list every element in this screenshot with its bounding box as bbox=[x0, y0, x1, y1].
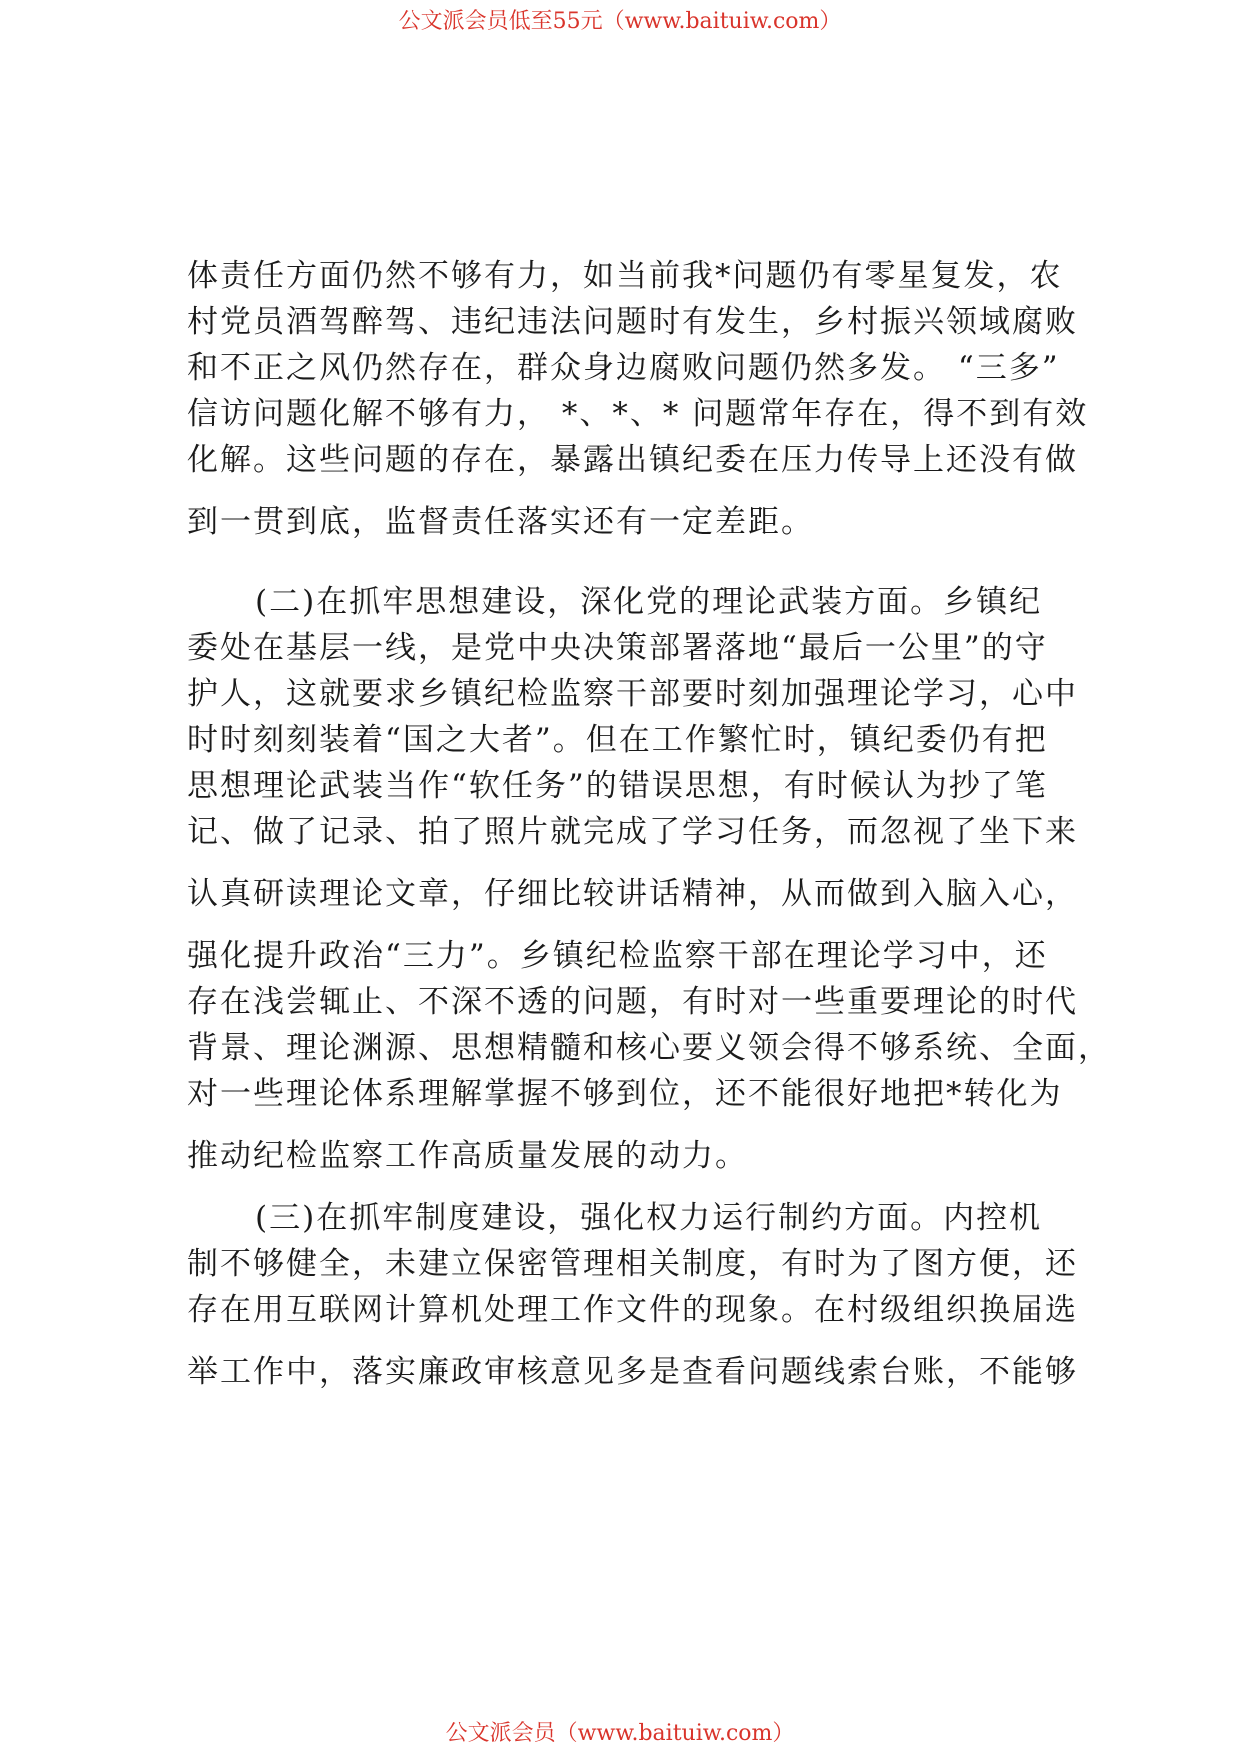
paragraph-line: 时时刻刻装着“国之大者”。但在工作繁忙时，镇纪委仍有把 bbox=[187, 722, 1048, 758]
paragraph-line: 信访问题化解不够有力， *、*、* 问题常年存在，得不到有效 bbox=[187, 396, 1089, 432]
paragraph-line: 举工作中，落实廉政审核意见多是查看问题线索台账，不能够 bbox=[187, 1354, 1078, 1390]
paragraph-line: 认真研读理论文章，仔细比较讲话精神，从而做到入脑入心， bbox=[187, 876, 1078, 912]
paragraph-line: 化解。这些问题的存在，暴露出镇纪委在压力传导上还没有做 bbox=[187, 442, 1078, 478]
paragraph-heading-line: (二)在抓牢思想建设，深化党的理论武装方面。乡镇纪 bbox=[255, 584, 1043, 620]
paragraph-line: 记、做了记录、拍了照片就完成了学习任务，而忽视了坐下来 bbox=[187, 814, 1078, 850]
paragraph-line: 推动纪检监察工作高质量发展的动力。 bbox=[187, 1138, 748, 1174]
paragraph-line: 强化提升政治“三力”。乡镇纪检监察干部在理论学习中，还 bbox=[187, 938, 1048, 974]
header-watermark-text: 公文派会员低至55元（www.baituiw.com） bbox=[398, 9, 842, 34]
paragraph-line: 思想理论武装当作“软任务”的错误思想，有时候认为抄了笔 bbox=[187, 768, 1048, 804]
paragraph-line: 体责任方面仍然不够有力，如当前我*问题仍有零星复发，农 bbox=[187, 258, 1063, 294]
paragraph-line: 背景、理论渊源、思想精髓和核心要义领会得不够系统、全面， bbox=[187, 1030, 1111, 1066]
paragraph-line: 存在用互联网计算机处理工作文件的现象。在村级组织换届选 bbox=[187, 1292, 1078, 1328]
footer-watermark-text: 公文派会员（www.baituiw.com） bbox=[445, 1721, 795, 1746]
paragraph-line: 制不够健全，未建立保密管理相关制度，有时为了图方便，还 bbox=[187, 1246, 1078, 1282]
paragraph-line: 存在浅尝辄止、不深不透的问题，有时对一些重要理论的时代 bbox=[187, 984, 1078, 1020]
paragraph-line: 对一些理论体系理解掌握不够到位，还不能很好地把*转化为 bbox=[187, 1076, 1063, 1112]
paragraph-line: 村党员酒驾醉驾、违纪违法问题时有发生，乡村振兴领域腐败 bbox=[187, 304, 1078, 340]
paragraph-heading-line: (三)在抓牢制度建设，强化权力运行制约方面。内控机 bbox=[255, 1200, 1043, 1236]
paragraph-line: 到一贯到底，监督责任落实还有一定差距。 bbox=[187, 504, 814, 540]
paragraph-line: 护人，这就要求乡镇纪检监察干部要时刻加强理论学习，心中 bbox=[187, 676, 1078, 712]
paragraph-line: 和不正之风仍然存在，群众身边腐败问题仍然多发。 “三多” bbox=[187, 350, 1060, 386]
document-body bbox=[187, 253, 1111, 1395]
paragraph-line: 委处在基层一线，是党中央决策部署落地“最后一公里”的守 bbox=[187, 630, 1048, 666]
